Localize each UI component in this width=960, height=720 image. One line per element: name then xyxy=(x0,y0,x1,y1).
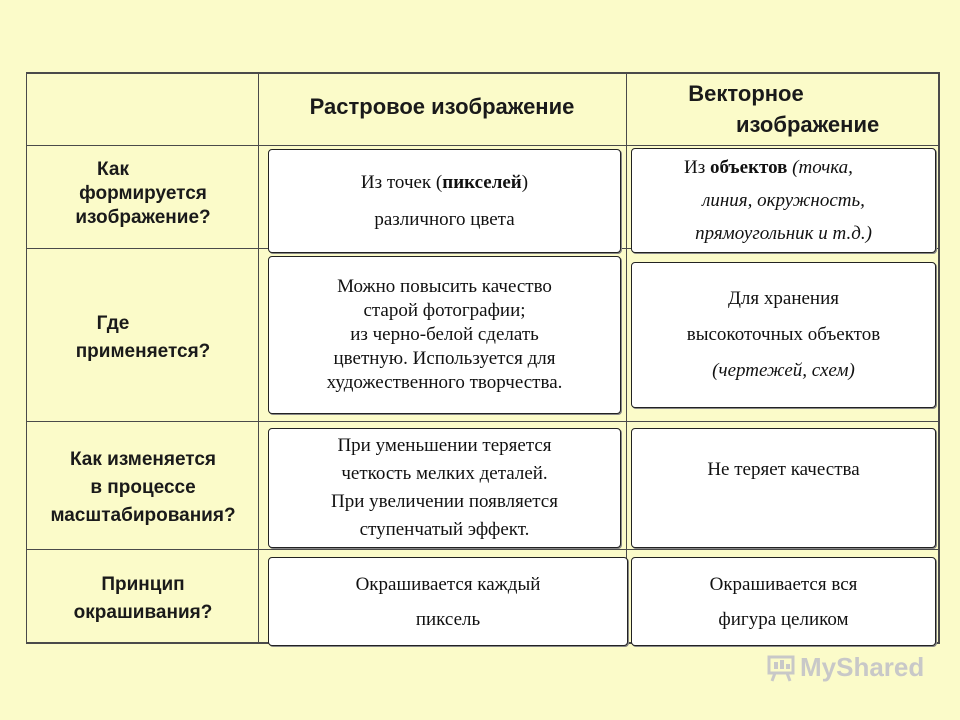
row-label-formation xyxy=(28,158,258,230)
box-line: различного цвета xyxy=(374,209,515,230)
box-line: четкость мелких деталей. xyxy=(341,463,548,484)
text-part: Из точек ( xyxy=(360,172,443,193)
box-line: При уменьшении теряется xyxy=(337,435,552,456)
box-line: из черно-белой сделать xyxy=(350,324,539,345)
text-part-bold: объектов xyxy=(710,157,788,178)
box-line: Можно повысить качество xyxy=(337,276,552,297)
presentation-icon xyxy=(766,653,796,683)
row-label-line: применяется? xyxy=(75,341,211,362)
row-label-usage xyxy=(28,310,258,366)
row-label-line: Как xyxy=(97,159,129,180)
raster-usage-box xyxy=(268,256,621,414)
box-line: ступенчатый эффект. xyxy=(359,519,530,540)
box-line: старой фотографии; xyxy=(363,300,526,321)
box-line: (чертежей, схем) xyxy=(712,360,855,381)
box-line: прямоугольник и т.д.) xyxy=(695,223,872,244)
box-line: Не теряет качества xyxy=(707,459,860,480)
watermark-logo xyxy=(766,652,924,683)
raster-formation-box xyxy=(268,149,621,253)
row-label-coloring xyxy=(28,571,258,627)
box-line: Окрашивается каждый xyxy=(355,573,541,595)
row-label-line: изображение? xyxy=(75,207,211,228)
grid-col3 xyxy=(938,72,940,644)
watermark-text: MyShared xyxy=(800,652,925,682)
header-vector-line1: Векторное xyxy=(688,81,804,106)
header-vector xyxy=(626,78,880,140)
box-line: художественного творчества. xyxy=(326,372,563,393)
row-label-line: Принцип xyxy=(101,574,185,595)
grid-col0 xyxy=(26,72,27,644)
grid-row4 xyxy=(26,549,940,550)
box-line xyxy=(684,151,883,184)
grid-col1 xyxy=(258,72,259,644)
grid-top xyxy=(26,72,940,74)
text-part: ) xyxy=(521,172,529,193)
box-line: линия, окружность, xyxy=(702,190,865,211)
box-line: высокоточных объектов xyxy=(686,324,881,345)
row-label-line: формируется xyxy=(79,183,207,204)
row-label-line: Где xyxy=(96,313,130,334)
row-label-line: масштабирования? xyxy=(50,505,236,526)
raster-coloring-box xyxy=(268,557,628,646)
grid-row1 xyxy=(26,145,940,146)
text-part: Из xyxy=(684,157,711,178)
box-line: фигура целиком xyxy=(718,608,849,630)
header-raster: Растровое изображение xyxy=(309,94,575,119)
row-label-line: в процессе xyxy=(90,477,196,498)
row-label-line: Как изменяется xyxy=(69,449,217,470)
grid-row3 xyxy=(26,421,940,422)
text-part-bold: пикселей xyxy=(442,172,522,193)
raster-scaling-box xyxy=(268,428,621,548)
vector-usage-box xyxy=(631,262,936,408)
box-line: При увеличении появляется xyxy=(331,491,558,512)
box-line: цветную. Используется для xyxy=(333,348,556,369)
vector-formation-box xyxy=(631,148,936,253)
vector-coloring-box xyxy=(631,557,936,646)
text-part-italic: (точка, xyxy=(787,157,853,178)
box-line: пиксель xyxy=(415,608,481,630)
row-label-scaling xyxy=(28,446,258,530)
box-line: Окрашивается вся xyxy=(709,573,858,595)
box-line xyxy=(361,164,528,201)
header-vector-line2: изображение xyxy=(736,112,880,137)
box-line: Для хранения xyxy=(727,288,840,309)
row-label-line: окрашивания? xyxy=(73,602,213,623)
vector-scaling-box xyxy=(631,428,936,548)
